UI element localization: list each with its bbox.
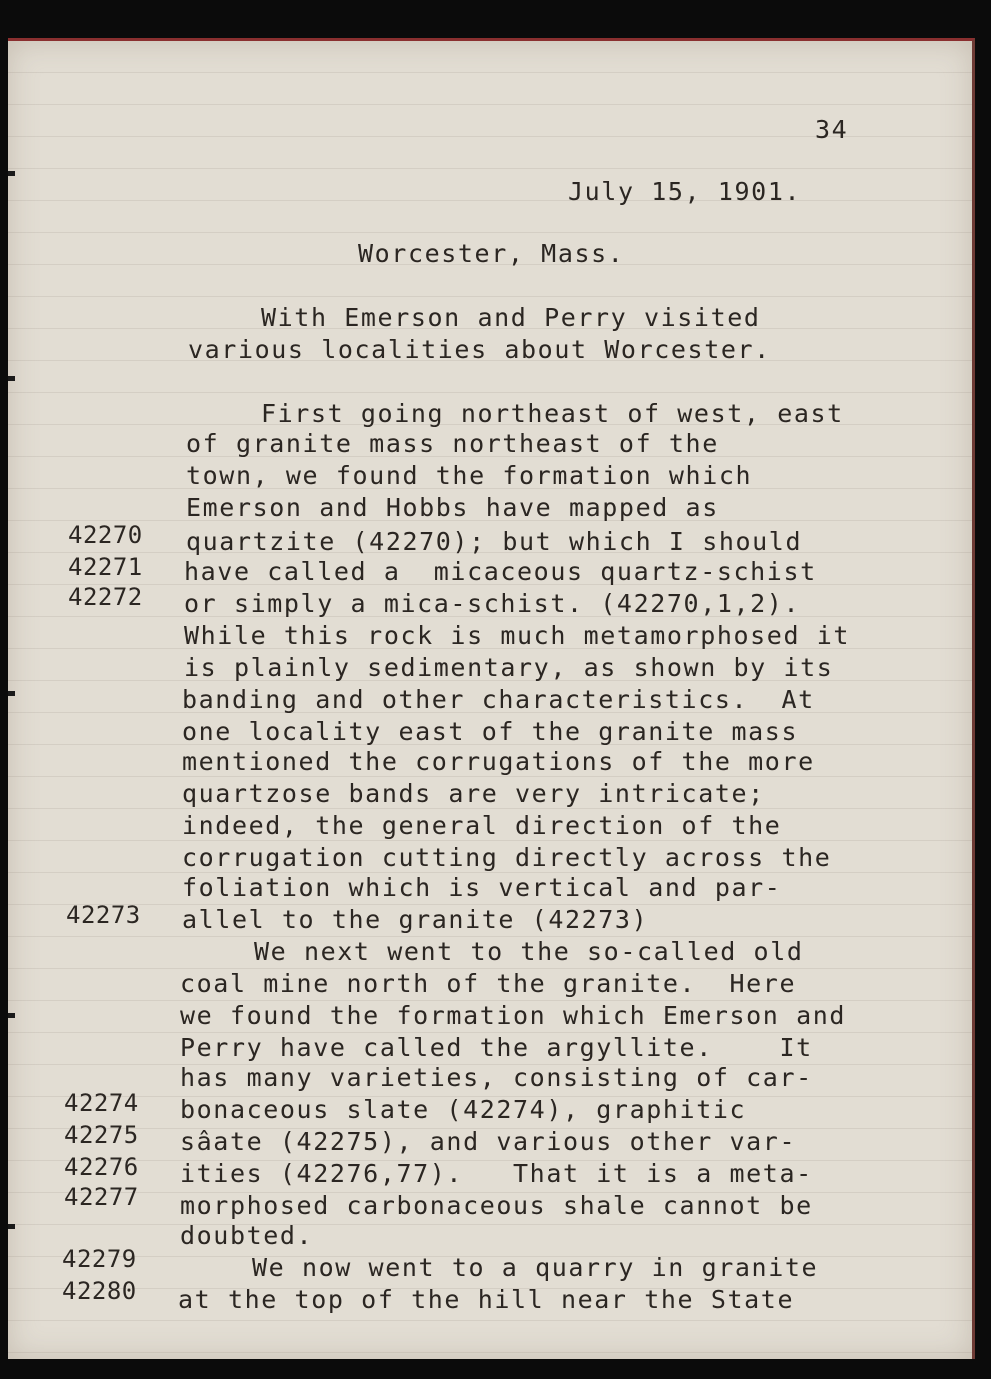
text-line: corrugation cutting directly across the [182, 843, 832, 872]
text-line: town, we found the formation which [186, 461, 753, 490]
entry-date: July 15, 1901. [568, 177, 802, 206]
text-line: various localities about Worcester. [188, 335, 771, 364]
specimen-number: 42271 [68, 553, 143, 581]
binding-mark [8, 1224, 15, 1229]
text-line: First going northeast of west, east [261, 399, 844, 428]
text-line: is plainly sedimentary, as shown by its [184, 653, 834, 682]
text-line: ities (42276,77). That it is a meta- [180, 1159, 813, 1188]
binding-mark [8, 691, 15, 696]
specimen-number: 42273 [66, 901, 141, 929]
specimen-number: 42272 [68, 583, 143, 611]
text-line: we found the formation which Emerson and [180, 1001, 847, 1030]
text-line: or simply a mica-schist. (42270,1,2). [184, 589, 801, 618]
text-line: Emerson and Hobbs have mapped as [186, 493, 719, 522]
text-line: With Emerson and Perry visited [261, 303, 761, 332]
binding-mark [8, 376, 15, 381]
specimen-number: 42277 [64, 1183, 139, 1211]
text-line: have called a micaceous quartz-schist [184, 557, 817, 586]
binding-mark [8, 1013, 15, 1018]
text-line: quartzite (42270); but which I should [186, 527, 803, 556]
text-line: of granite mass northeast of the [186, 429, 719, 458]
text-line: mentioned the corrugations of the more [182, 747, 815, 776]
specimen-number: 42280 [62, 1277, 137, 1305]
specimen-number: 42274 [64, 1089, 139, 1117]
entry-heading: Worcester, Mass. [358, 239, 625, 268]
text-line: coal mine north of the granite. Here [180, 969, 797, 998]
specimen-number: 42275 [64, 1121, 139, 1149]
text-line: banding and other characteristics. At [182, 685, 815, 714]
text-line: one locality east of the granite mass [182, 717, 799, 746]
specimen-number: 42270 [68, 521, 143, 549]
specimen-number: 42279 [62, 1245, 137, 1273]
text-line: foliation which is vertical and par- [182, 873, 782, 902]
text-line: doubted. [180, 1221, 314, 1250]
text-line: at the top of the hill near the State [178, 1285, 795, 1314]
page-number: 34 [815, 115, 849, 144]
text-line: indeed, the general direction of the [182, 811, 782, 840]
text-line: bonaceous slate (42274), graphitic [180, 1095, 747, 1124]
binding-mark [8, 171, 15, 176]
text-line: Perry have called the argyllite. It [180, 1033, 813, 1062]
notebook-page [8, 38, 975, 1359]
specimen-number: 42276 [64, 1153, 139, 1181]
text-line: While this rock is much metamorphosed it [184, 621, 851, 650]
text-line: sâate (42275), and various other var- [180, 1127, 797, 1156]
text-line: allel to the granite (42273) [182, 905, 649, 934]
text-line: morphosed carbonaceous shale cannot be [180, 1191, 813, 1220]
text-line: has many varieties, consisting of car- [180, 1063, 813, 1092]
text-line: quartzose bands are very intricate; [182, 779, 765, 808]
text-line: We next went to the so-called old [254, 937, 804, 966]
text-line: We now went to a quarry in granite [252, 1253, 819, 1282]
